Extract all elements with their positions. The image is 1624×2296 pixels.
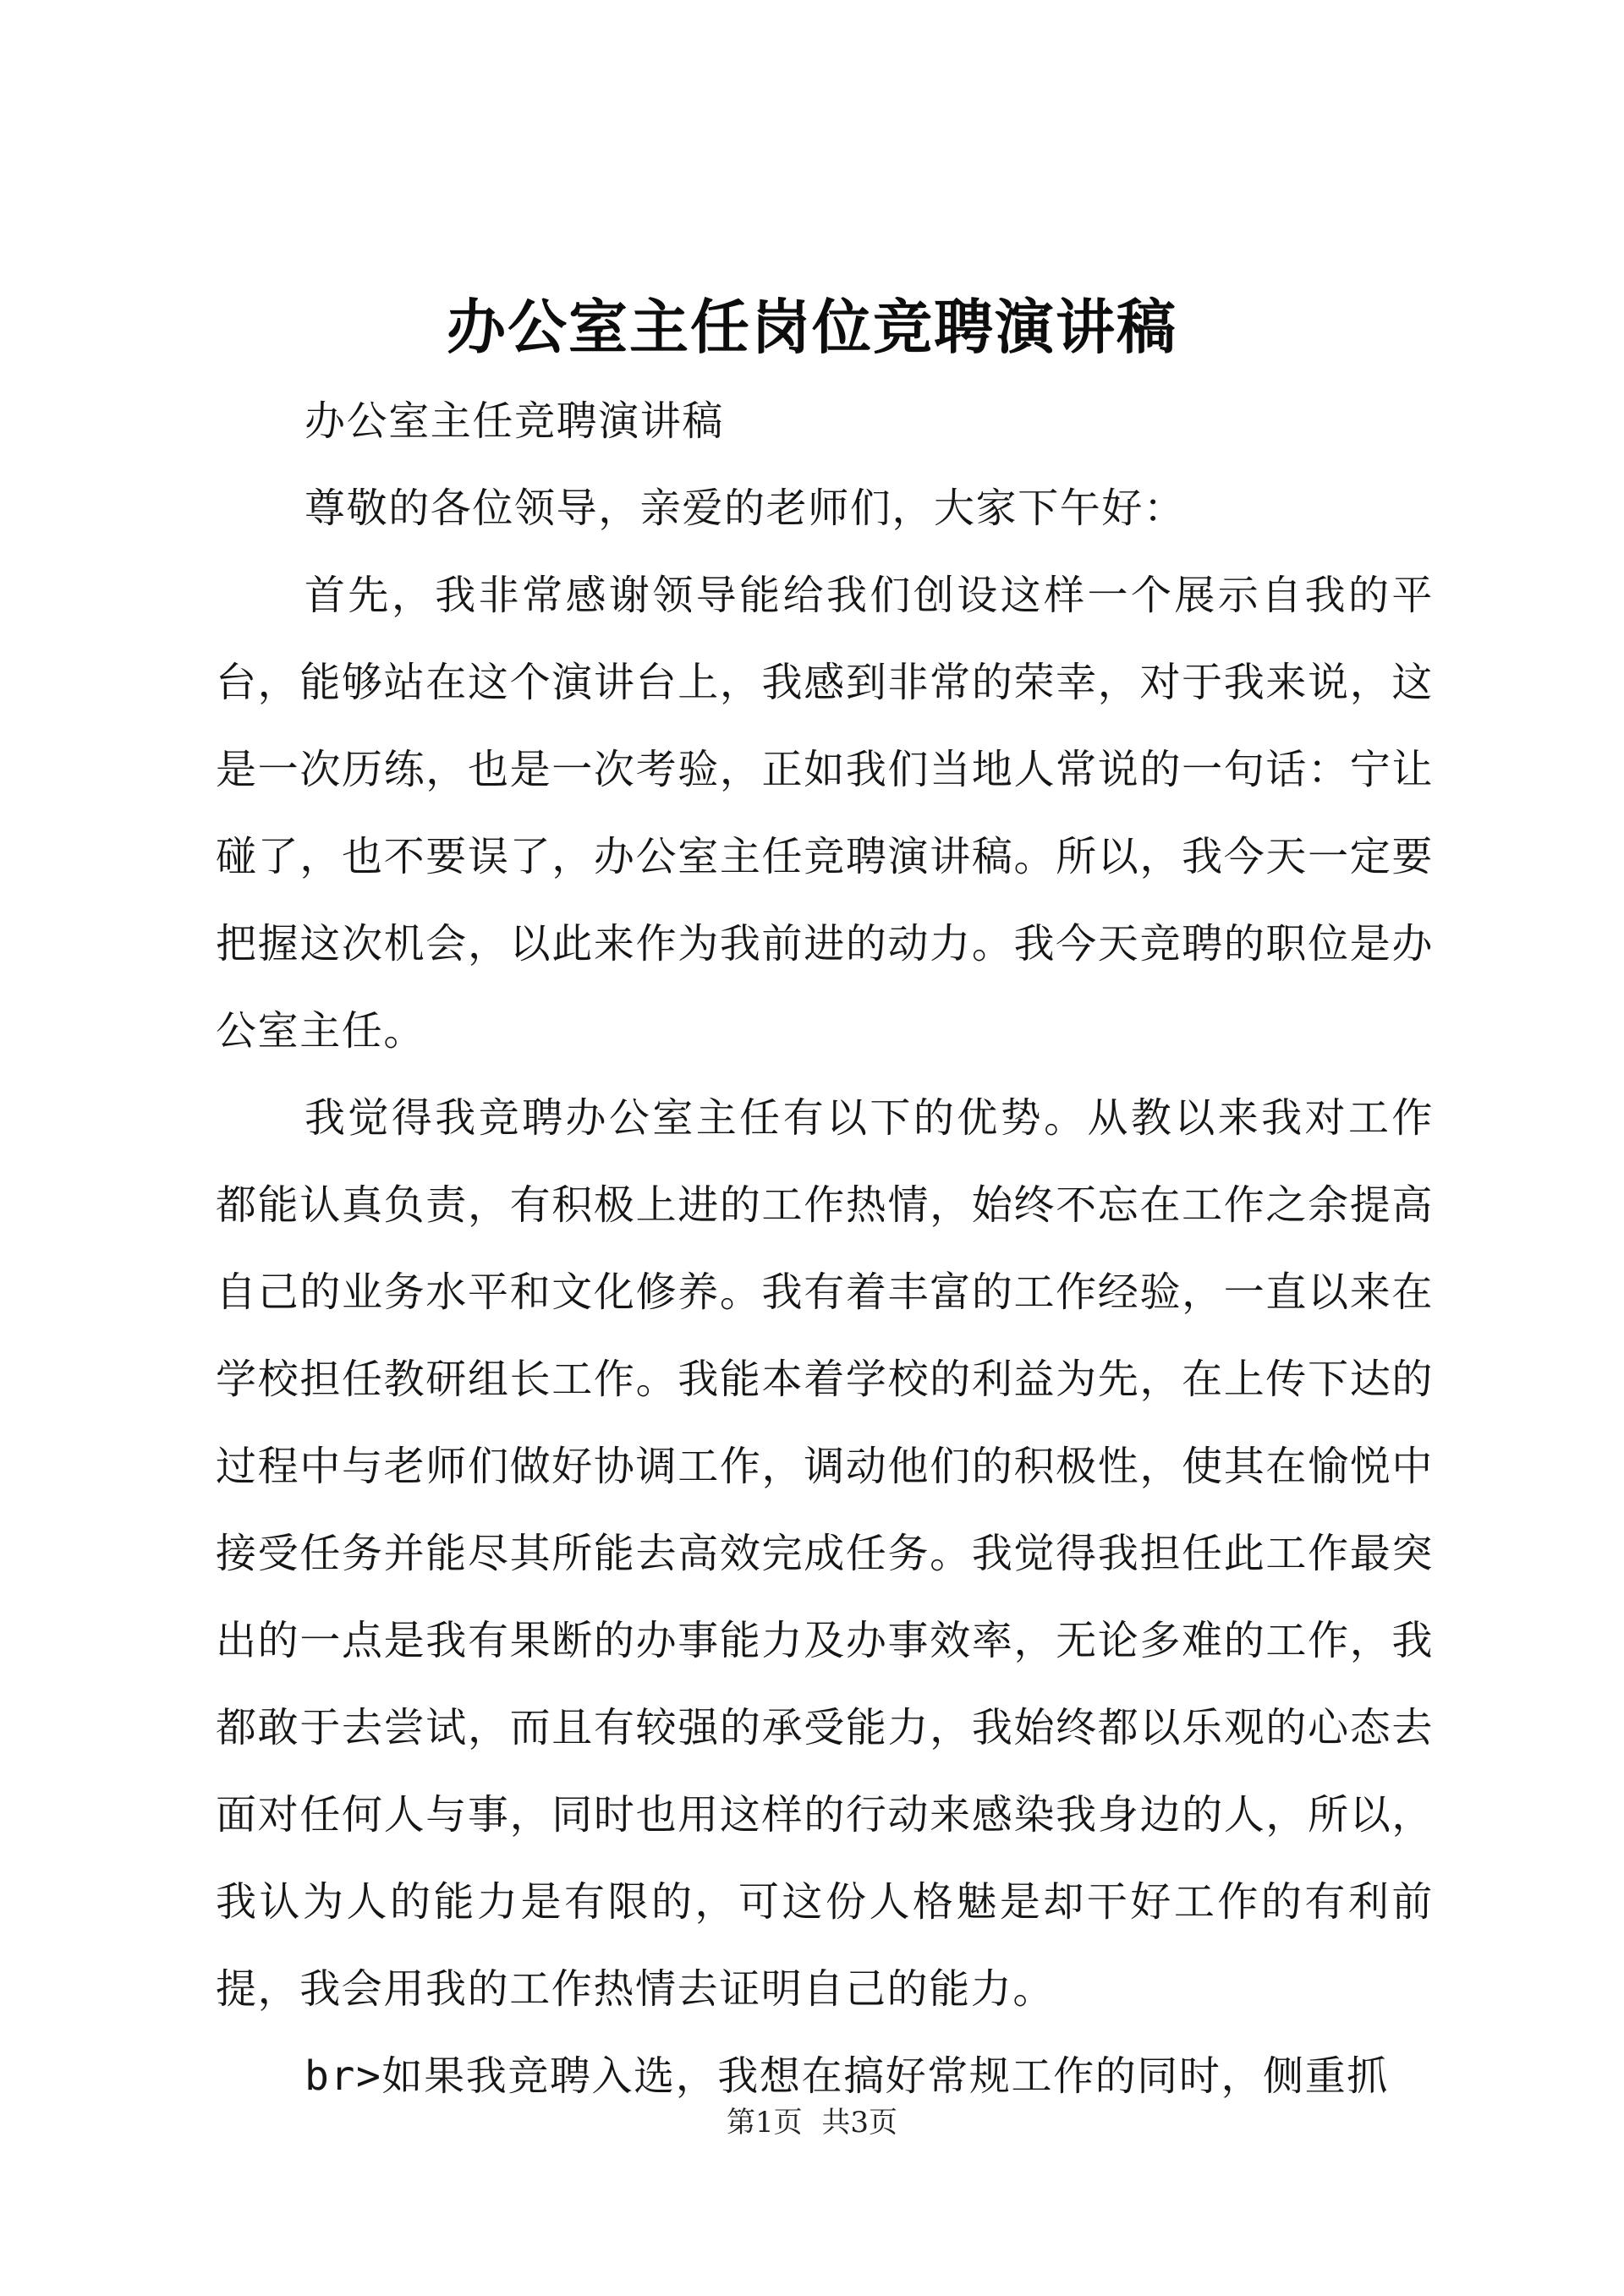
subtitle-paragraph: 办公室主任竞聘演讲稿 [304, 397, 725, 445]
greeting-paragraph: 尊敬的各位领导，亲爱的老师们，大家下午好： [304, 485, 1186, 532]
document-body [216, 378, 1434, 2120]
body-paragraph: br>如果我竞聘入选，我想在搞好常规工作的同时，侧重抓 [304, 2052, 1389, 2100]
document-title: 办公室主任岗位竞聘演讲稿 [447, 292, 1177, 362]
page-total: 共3页 [821, 2106, 898, 2140]
body-paragraph: 首先，我非常感谢领导能给我们创设这样一个展示自我的平台，能够站在这个演讲台上，我感到非常的荣幸，对于我来说，这是一次历练，也是一次考验，正如我们当地人常说的一句话：宁让碰了，也不要误了，办公室主任竞聘演讲稿。所以，我今天一定要把握这次机会，以此来作为我前进的动力。我今天竞聘的职位是办公室主任。 [216, 572, 1434, 1055]
body-paragraph: 我觉得我竞聘办公室主任有以下的优势。从教以来我对工作都能认真负责，有积极上进的工作热情，始终不忘在工作之余提高自己的业务水平和文化修养。我有着丰富的工作经验，一直以来在学校担任教研组长工作。我能本着学校的利益为先，在上传下达的过程中与老师们做好协调工作，调动他们的积极性，使其在愉悦中接受任务并能尽其所能去高效完成任务。我觉得我担任此工作最突出的一点是我有果断的办事能力及办事效率，无论多难的工作，我都敢于去尝试，而且有较强的承受能力，我始终都以乐观的心态去面对任何人与事，同时也用这样的行动来感染我身边的人，所以，我认为人的能力是有限的，可这份人格魅是却干好工作的有利前提，我会用我的工作热情去证明自己的能力。 [216, 1094, 1434, 2013]
page-number: 第1页 [726, 2106, 803, 2140]
page-footer [0, 2101, 1624, 2144]
